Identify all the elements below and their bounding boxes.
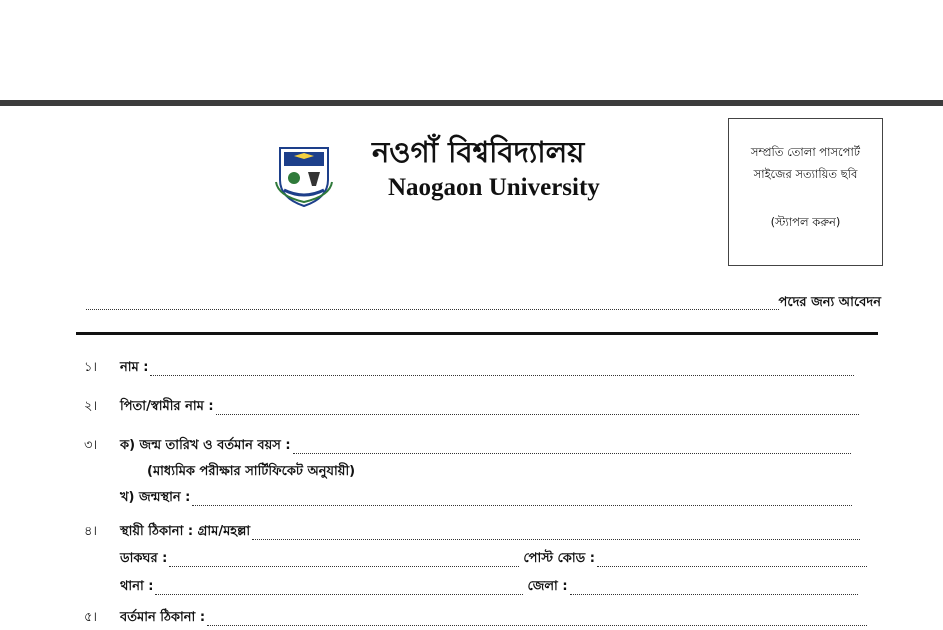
field-row-birthplace xyxy=(120,488,852,509)
dob-blank[interactable] xyxy=(293,441,851,454)
photo-box-line-2: সাইজের সত্যায়িত ছবি xyxy=(753,167,858,181)
father-name-blank[interactable] xyxy=(216,402,859,415)
photo-box-line-1: সম্প্রতি তোলা পাসপোর্ট xyxy=(750,145,861,159)
university-title-english: Naogaon University xyxy=(388,174,600,201)
post-name-blank[interactable] xyxy=(86,295,779,310)
name-blank[interactable] xyxy=(150,363,854,376)
permanent-address-label: স্থায়ী ঠিকানা : গ্রাম/মহল্লা xyxy=(120,524,251,539)
birthplace-label: খ) জন্মস্থান : xyxy=(120,490,191,505)
field-row-name xyxy=(84,358,854,379)
post-office-label: ডাকঘর : xyxy=(120,551,168,566)
thana-label: থানা : xyxy=(120,579,154,594)
district-blank[interactable] xyxy=(570,582,858,595)
dob-note: (মাধ্যমিক পরীক্ষার সার্টিফিকেট অনুযায়ী) xyxy=(147,464,356,479)
section-rule xyxy=(76,332,878,335)
post-code-label: পোস্ট কোড : xyxy=(523,551,595,566)
photo-box xyxy=(728,118,883,266)
field-number: ২। xyxy=(84,399,98,414)
field-number: ৪। xyxy=(84,524,98,539)
thana-blank[interactable] xyxy=(155,582,523,595)
present-address-label: বর্তমান ঠিকানা : xyxy=(120,610,206,625)
post-office-blank[interactable] xyxy=(169,554,519,567)
photo-box-line-3: (স্ট্যাপল করুন) xyxy=(770,215,841,229)
field-number: ৫। xyxy=(84,610,98,625)
village-blank[interactable] xyxy=(252,527,860,540)
university-title-bangla: নওগাঁ বিশ্ববিদ্যালয় xyxy=(372,135,585,169)
present-address-blank[interactable] xyxy=(207,613,867,626)
field-number: ১। xyxy=(84,360,98,375)
field-row-permanent-address xyxy=(84,522,860,543)
university-logo xyxy=(272,142,336,208)
header-rule xyxy=(0,100,943,106)
birthplace-blank[interactable] xyxy=(192,493,852,506)
post-code-blank[interactable] xyxy=(597,554,867,567)
post-applied-line xyxy=(86,292,881,314)
field-row-thana xyxy=(120,577,858,598)
dob-label: ক) জন্ম তারিখ ও বর্তমান বয়স : xyxy=(120,438,291,453)
field-number: ৩। xyxy=(84,438,98,453)
post-label: পদের জন্য আবেদন xyxy=(778,295,881,310)
field-row-post-office xyxy=(120,549,867,570)
field-row-father xyxy=(84,397,859,418)
father-name-label: পিতা/স্বামীর নাম : xyxy=(120,399,214,414)
field-row-present-address xyxy=(84,608,867,629)
district-label: জেলা : xyxy=(527,579,568,594)
field-row-dob xyxy=(84,436,851,457)
name-label: নাম : xyxy=(120,360,149,375)
